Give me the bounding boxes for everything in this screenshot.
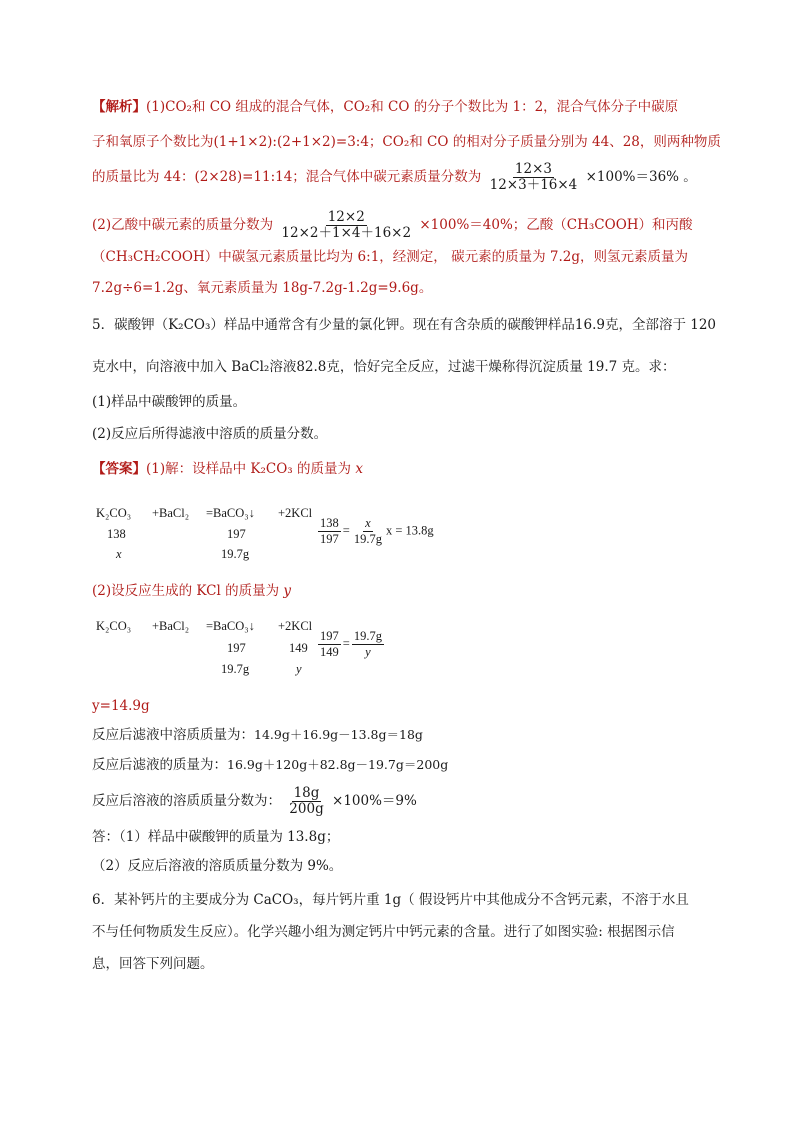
eq2-mass-kcl: 149	[289, 641, 308, 655]
eq1-k2co3: K₂CO₃	[96, 506, 132, 520]
eq2-unknown-y: y	[296, 662, 302, 676]
mass-fraction-formula: $\frac{18g}{200g}$	[289, 785, 324, 817]
eq2-k2co3: K₂CO₃	[96, 619, 132, 633]
eq2-bacl2: +BaCl₂	[152, 619, 190, 633]
analysis-line-6: 7.2g÷6=1.2g、氧元素质量为 18g-7.2g-1.2g=9.6g。	[92, 280, 433, 296]
eq1-kcl: +2KCl	[278, 506, 313, 520]
analysis-line-5: （CH₃CH₂COOH）中碳氢元素质量比均为 6:1，经测定， 碳元素的质量为 7.2g，则氢元素质量为	[92, 249, 688, 265]
analysis-line-4: (2)乙酸中碳元素的质量分数为 $\frac{12\times 2}{12\times 2+1\times 4+16\times 2}$ ×100%＝40%；乙酸（CH₃COOH）和丙酸	[92, 209, 693, 241]
y-value: y=14.9g	[92, 698, 150, 714]
q6-line-2: 不与任何物质发生反应）。化学兴趣小组为测定钙片中钙元素的含量。进行了如图实验: 根据图示信	[92, 924, 675, 940]
analysis-line-1: 【解析】(1)CO₂和 CO 组成的混合气体，CO₂和 CO 的分子个数比为 1：2，混合气体分子中碳原	[92, 99, 679, 115]
eq1-mass-k2co3: 138	[107, 527, 126, 541]
carbon-fraction-co2: $\frac{12\times 3}{12\times 3+16\times 4}$	[489, 161, 578, 193]
analysis-line-2: 子和氧原子个数比为(1+1×2):(2+1×2)=3:4；CO₂和 CO 的相对分子质量分别为 44、28，则两种物质	[92, 134, 721, 150]
eq2-proportion: $\frac{197}{149}$ = $\frac{19.7g}{y}$	[320, 629, 382, 659]
eq2-precipitate-mass: 19.7g	[221, 662, 250, 676]
eq2-mass-baco3: 197	[227, 641, 246, 655]
answer-final-1: 答：（1）样品中碳酸钾的质量为 13.8g；	[92, 829, 340, 845]
eq1-unknown-x: x	[116, 547, 122, 561]
eq2-kcl: +2KCl	[278, 619, 313, 633]
eq2-baco3: =BaCO₃↓	[206, 619, 255, 633]
carbon-fraction-acetic: $\frac{12\times 2}{12\times 2+1\times 4+16\times 2}$	[281, 209, 412, 241]
q5-line-1: 5．碳酸钾（K₂CO₃）样品中通常含有少量的氯化钾。现在有含杂质的碳酸钾样品16.9克，全部溶于 120	[92, 317, 717, 333]
eq1-proportion: $\frac{138}{197}$ = $\frac{x}{19.7g}$ x = 13.8g	[320, 516, 434, 546]
q6-line-1: 6．某补钙片的主要成分为 CaCO₃，每片钙片重 1g（ 假设钙片中其他成分不含钙元素，不溶于水且	[92, 892, 689, 908]
q5-line-2: 克水中，向溶液中加入 BaCl₂溶液82.8克，恰好完全反应，过滤干燥称得沉淀质量 19.7 克。求：	[92, 359, 676, 375]
solute-mass-line: 反应后滤液中溶质质量为：14.9g＋16.9g－13.8g＝18g	[92, 727, 423, 743]
eq1-mass-baco3: 197	[227, 527, 246, 541]
answer-tag: 【答案】	[92, 461, 146, 477]
q5-line-3: (1)样品中碳酸钾的质量。	[92, 394, 247, 410]
answer-intro: 【答案】(1)解：设样品中 K₂CO₃ 的质量为 x	[92, 461, 363, 477]
eq1-baco3: =BaCO₃↓	[206, 506, 255, 520]
q6-line-3: 息，回答下列问题。	[92, 956, 214, 972]
filtrate-mass-line: 反应后滤液的质量为：16.9g＋120g＋82.8g－19.7g＝200g	[92, 757, 449, 773]
eq1-bacl2: +BaCl₂	[152, 506, 190, 520]
answer-final-2: （2）反应后溶液的溶质质量分数为 9%。	[92, 858, 343, 874]
analysis-line-3: 的质量比为 44：(2×28)=11:14；混合气体中碳元素质量分数为 $\frac{12\times 3}{12\times 3+16\times 4}$ ×100%＝36% 。	[92, 161, 697, 193]
analysis-tag: 【解析】	[92, 99, 146, 115]
q5-line-4: (2)反应后所得滤液中溶质的质量分数。	[92, 426, 328, 442]
eq1-precipitate-mass: 19.7g	[221, 547, 250, 561]
mass-fraction-line: 反应后溶液的溶质质量分数为： $\frac{18g}{200g}$ ×100%＝9%	[92, 785, 417, 817]
part2-intro: (2)设反应生成的 KCl 的质量为 y	[92, 583, 292, 599]
